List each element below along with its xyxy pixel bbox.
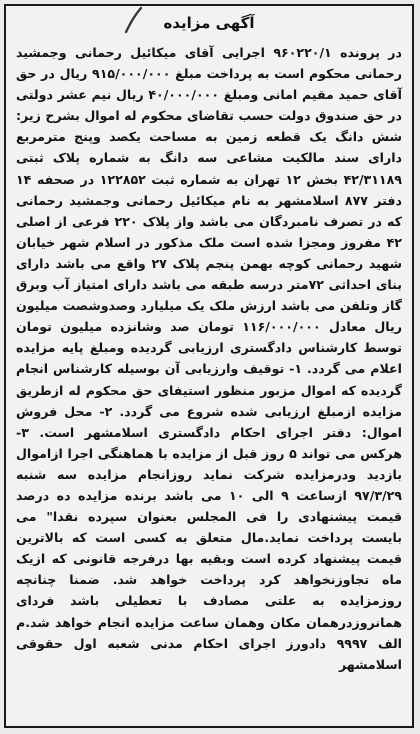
- notice-body: [16, 42, 402, 675]
- auction-notice: [4, 4, 414, 728]
- notice-header: [6, 8, 412, 38]
- notice-title: آگهی مزایده: [163, 14, 255, 32]
- notice-body-text: در پرونده ۹۶۰۲۲۰/۱ اجرایی آقای میکائیل رحمانی وجمشید رحمانی محکوم است به پرداخت مبلغ ۹۱۵/۰۰۰/۰۰۰ ریال در حق آقای حمید مقیم امانی ومبلغ ۴۰/۰۰۰/۰۰۰ ریال نیم عشر دولتی در حق صندوق دولت حسب تقاضای محکوم له اموال بشرح زیر: شش دانگ یک قطعه زمین به مساحت یکصد وپنج مترمربع دارای سند مالکیت مشاعی سه دانگ به شماره پلاک ثبتی ۴۲/۳۱۱۸۹ بخش ۱۲ تهران به شماره ثبت ۱۲۲۸۵۲ در صحفه ۱۴ دفتر ۸۷۷ اسلامشهر به نام میکائیل رحمانی وجمشید رحمانی که در تصرف نامبردگان می باشد واز پلاک ۲۲۰ فرعی از اصلی ۴۲ مفروز ومجزا شده است ملک مذکور در اسلام شهر خیابان شهید رحمانی کوچه بهمن پنجم پلاک ۲۷ واقع می باشد دارای بنای احداثی ۷۲متر درسه طبقه می باشد دارای امتیاز آب وبرق گاز وتلفن می باشد ارزش ملک یک میلیارد وصدوشصت میلیون ریال معادل ۱۱۶/۰۰۰/۰۰۰ تومان صد وشانزده میلیون تومان توسط کارشناس دادگستری ارزیابی گردیده ومبلغ پایه مزایده اعلام می گردد. ۱- توقیف وارزیابی آن بوسیله کارشناس انجام گردیده که اموال مزبور منظور استیفای حق محکوم له ازطریق مزایده ازمبلغ ارزیابی شده شروع می گردد. ۲- محل فروش اموال: دفتر اجرای احکام دادگستری اسلامشهر است. ۳- هرکس می تواند ۵ روز قبل از مزایده با هماهنگی اجرا ازاموال بازدید ودرمزایده شرکت نماید روزانجام مزایده سه شنبه ۹۷/۳/۲۹ ازساعت ۹ الی ۱۰ می باشد برنده مزایده ده درصد قیمت پیشنهادی را فی المجلس بعنوان سپرده نقدا" می بایست پرداخت نماید.مال متعلق به کسی است که بالاترین قیمت پیشنهاد کرده است وبقیه بها درفرجه قانونی که ازیک ماه تجاوزنخواهد کرد پرداخت خواهد شد. ضمنا چنانچه روزمزایده به علتی مصادف با تعطیلی باشد فردای همانروزدرهمان مکان وهمان ساعت مزایده انجام خواهد شد.م الف ۹۹۹۷ دادورز اجرای احکام مدنی شعبه اول حقوقی اسلامشهر: [16, 45, 403, 672]
